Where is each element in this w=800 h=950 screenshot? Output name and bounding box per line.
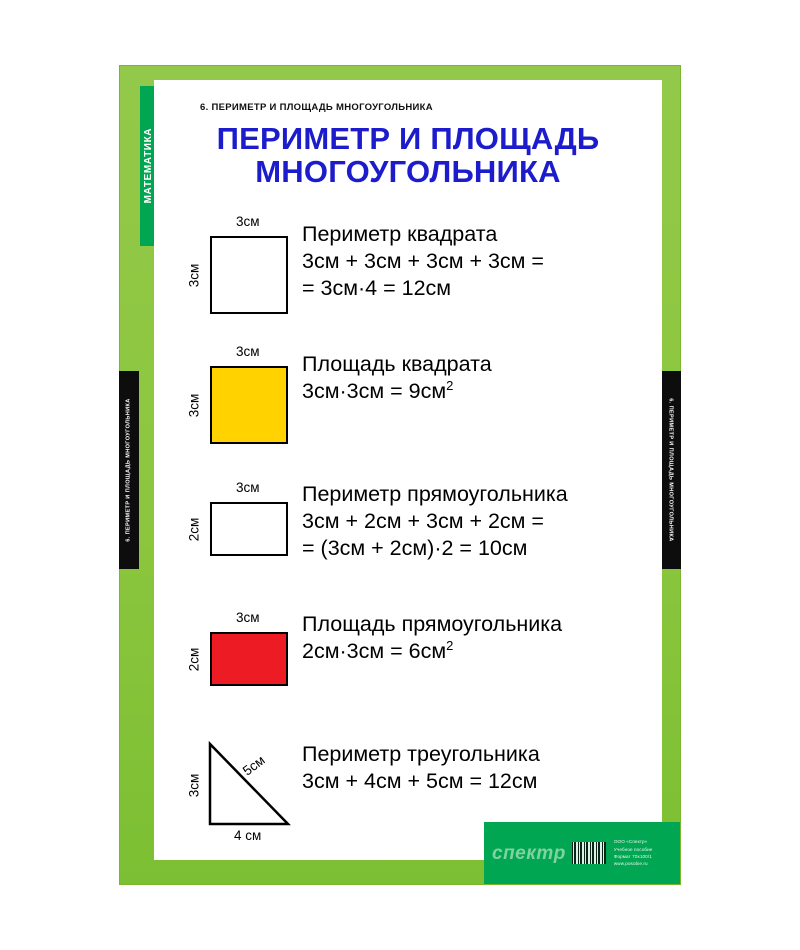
figure-triangle (154, 728, 302, 858)
label-rect-top: 3см (236, 480, 260, 495)
barcode-icon (572, 842, 606, 864)
square-yellow-shape (210, 366, 288, 444)
label-square-side: 3см (186, 263, 202, 288)
text-perimeter-square (302, 208, 662, 302)
formula-area-square (302, 378, 654, 405)
publisher-info-line-3: Формат 70х100/1 (613, 854, 652, 859)
formula-perimeter-square-line-2: = 3см·4 = 12см (302, 275, 452, 300)
rect-red-shape (210, 632, 288, 686)
label-rect-side: 2см (186, 517, 202, 542)
subject-tab-subject: МАТЕМАТИКА (143, 128, 155, 204)
sheet-caption: 6. ПЕРИМЕТР И ПЛОЩАДЬ МНОГОУГОЛЬНИКА (200, 102, 433, 113)
formula-perimeter-square-line-1: 3см + 3см + 3см + 3см = (302, 248, 544, 273)
heading-perimeter-square: Периметр квадрата (302, 222, 498, 246)
row-area-square (154, 338, 662, 468)
heading-area-rectangle: Площадь прямоугольника (302, 612, 563, 636)
label-square-yellow-side: 3см (186, 393, 202, 418)
formula-area-rectangle-exponent: 2 (446, 637, 454, 653)
publisher-info-line-4: www.posobie.ru (613, 861, 648, 867)
row-area-rectangle (154, 598, 662, 728)
formula-perimeter-rectangle-line-2: = (3см + 2см)·2 = 10см (302, 535, 528, 560)
formula-area-square-exponent: 2 (446, 377, 454, 393)
heading-perimeter-triangle: Периметр треугольника (302, 742, 540, 766)
formula-perimeter-rectangle-line-1: 3см + 2см + 3см + 2см = (302, 508, 544, 533)
page-title-line-2: МНОГОУГОЛЬНИКА (255, 154, 561, 190)
formula-area-rectangle-main: 2см·3см = 6см (302, 638, 447, 663)
label-triangle-base: 4 см (234, 828, 262, 843)
figure-rect-red (154, 598, 302, 728)
label-rect-red-top: 3см (236, 610, 260, 625)
formula-area-rectangle (302, 638, 654, 665)
page-title (154, 122, 662, 189)
text-perimeter-rectangle (302, 468, 662, 562)
publisher-logo: спектр (492, 842, 566, 864)
figure-square-outline (154, 208, 302, 338)
page-title-line-1: ПЕРИМЕТР И ПЛОЩАДЬ (216, 121, 600, 156)
heading-perimeter-rectangle: Периметр прямоугольника (302, 482, 568, 506)
poster-page (154, 80, 662, 860)
publisher-block (484, 822, 680, 884)
rect-outline-shape (210, 502, 288, 556)
row-perimeter-square (154, 208, 662, 338)
formula-perimeter-triangle: 3см + 4см + 5см = 12см (302, 768, 538, 793)
poster (120, 66, 680, 884)
label-square-yellow-top: 3см (236, 344, 260, 359)
square-outline-shape (210, 236, 288, 314)
spine-label-left-text: 6. ПЕРИМЕТР И ПЛОЩАДЬ МНОГОУГОЛЬНИКА (126, 398, 132, 542)
triangle-shape (154, 728, 302, 858)
publisher-info (614, 839, 653, 866)
heading-area-square: Площадь квадрата (302, 352, 492, 376)
spine-label-right (661, 371, 681, 569)
publisher-info-line-1: ООО «Спектр» (613, 839, 648, 845)
poster-green-frame (120, 66, 680, 884)
formula-area-square-main: 3см·3см = 9см (302, 378, 447, 403)
text-area-rectangle (302, 598, 662, 665)
row-perimeter-rectangle (154, 468, 662, 598)
spine-label-left (119, 371, 139, 569)
spine-label-right-text: 6. ПЕРИМЕТР И ПЛОЩАДЬ МНОГОУГОЛЬНИКА (668, 398, 674, 542)
label-triangle-side: 3см (186, 773, 202, 798)
text-area-square (302, 338, 662, 405)
figure-rect-outline (154, 468, 302, 598)
formula-rows (154, 208, 662, 858)
publisher-info-line-2: Учебное пособие (613, 846, 653, 852)
label-square-top: 3см (236, 214, 260, 229)
text-perimeter-triangle (302, 728, 662, 795)
figure-square-yellow (154, 338, 302, 468)
label-rect-red-side: 2см (186, 647, 202, 672)
label-triangle-hypotenuse: 5см (239, 752, 268, 779)
